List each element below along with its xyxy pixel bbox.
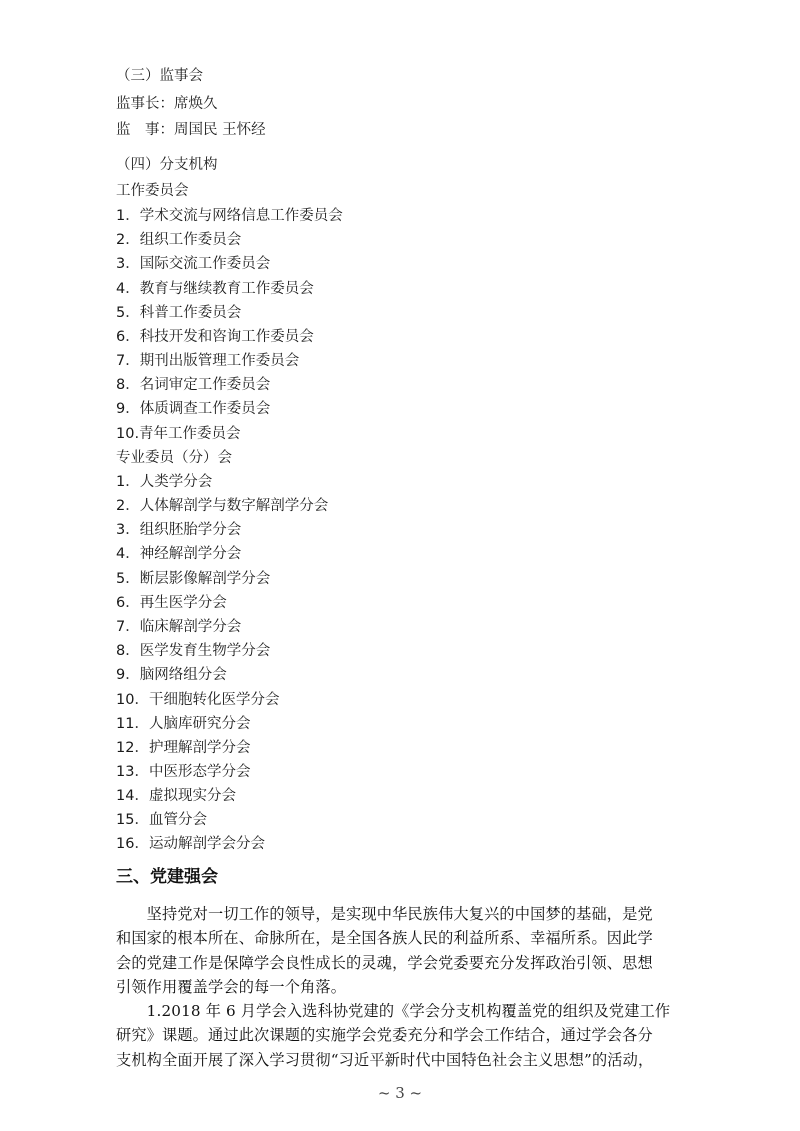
list-item: 13．中医形态学分会 [116, 764, 251, 780]
paragraph-line: 坚持党对一切工作的领导，是实现中华民族伟大复兴的中国梦的基础，是党 [116, 905, 653, 923]
list-item: 15．血管分会 [116, 812, 207, 828]
paragraph-line: 会的党建工作是保障学会良性成长的灵魂，学会党委要充分发挥政治引领、思想 [116, 953, 653, 972]
paragraph-line: 引领作用覆盖学会的每一个角落。 [116, 977, 347, 996]
list-item: 12．护理解剖学分会 [116, 740, 251, 756]
list-item: 6．科技开发和咨询工作委员会 [116, 329, 314, 345]
list-item: 2．组织工作委员会 [116, 232, 242, 248]
list-item: 7．期刊出版管理工作委员会 [116, 353, 300, 369]
branches-heading: （四）分支机构 [116, 157, 218, 173]
list-item: 8．名词审定工作委员会 [116, 377, 271, 393]
paragraph-line: 和国家的根本所在、命脉所在，是全国各族人民的利益所系、幸福所系。因此学 [116, 929, 653, 948]
paragraph-party-leadership [116, 902, 688, 999]
list-item: 10.青年工作委员会 [116, 426, 241, 442]
list-item: 4．教育与继续教育工作委员会 [116, 281, 314, 297]
supervisory-members: 监 事：周国民 王怀经 [116, 122, 266, 138]
list-item: 8．医学发育生物学分会 [116, 643, 271, 659]
paragraph-line: 1.2018 年 6 月学会入选科协党建的《学会分支机构覆盖党的组织及党建工作 [116, 1002, 671, 1020]
list-item: 3．组织胚胎学分会 [116, 522, 242, 538]
list-item: 16．运动解剖学会分会 [116, 836, 265, 852]
section-heading: 三、党建强会 [116, 867, 218, 887]
list-item: 2．人体解剖学与数字解剖学分会 [116, 498, 329, 514]
paragraph-party-project [116, 999, 688, 1072]
supervisory-heading: （三）监事会 [116, 68, 203, 84]
list-item: 1．人类学分会 [116, 474, 213, 490]
list-item: 9．体质调查工作委员会 [116, 401, 271, 417]
list-item: 7．临床解剖学分会 [116, 619, 242, 635]
list-item: 14．虚拟现实分会 [116, 788, 236, 804]
list-item: 4．神经解剖学分会 [116, 546, 242, 562]
list-item: 6．再生医学分会 [116, 595, 227, 611]
list-item: 9．脑网络组分会 [116, 667, 227, 683]
supervisory-chief: 监事长：席焕久 [116, 96, 218, 112]
list-item: 5．断层影像解剖学分会 [116, 571, 271, 587]
list-item: 11．人脑库研究分会 [116, 716, 251, 732]
work-committees-title: 工作委员会 [116, 183, 189, 199]
list-item: 1．学术交流与网络信息工作委员会 [116, 208, 343, 224]
paragraph-line: 支机构全面开展了深入学习贯彻“习近平新时代中国特色社会主义思想”的活动， [116, 1050, 654, 1069]
page-number: ~ 3 ~ [377, 1084, 423, 1102]
list-item: 10．干细胞转化医学分会 [116, 692, 280, 708]
paragraph-line: 研究》课题。通过此次课题的实施学会党委充分和学会工作结合，通过学会各分 [116, 1026, 653, 1045]
list-item: 5．科普工作委员会 [116, 305, 242, 321]
list-item: 3．国际交流工作委员会 [116, 256, 271, 272]
specialty-committees-title: 专业委员（分）会 [116, 450, 232, 466]
